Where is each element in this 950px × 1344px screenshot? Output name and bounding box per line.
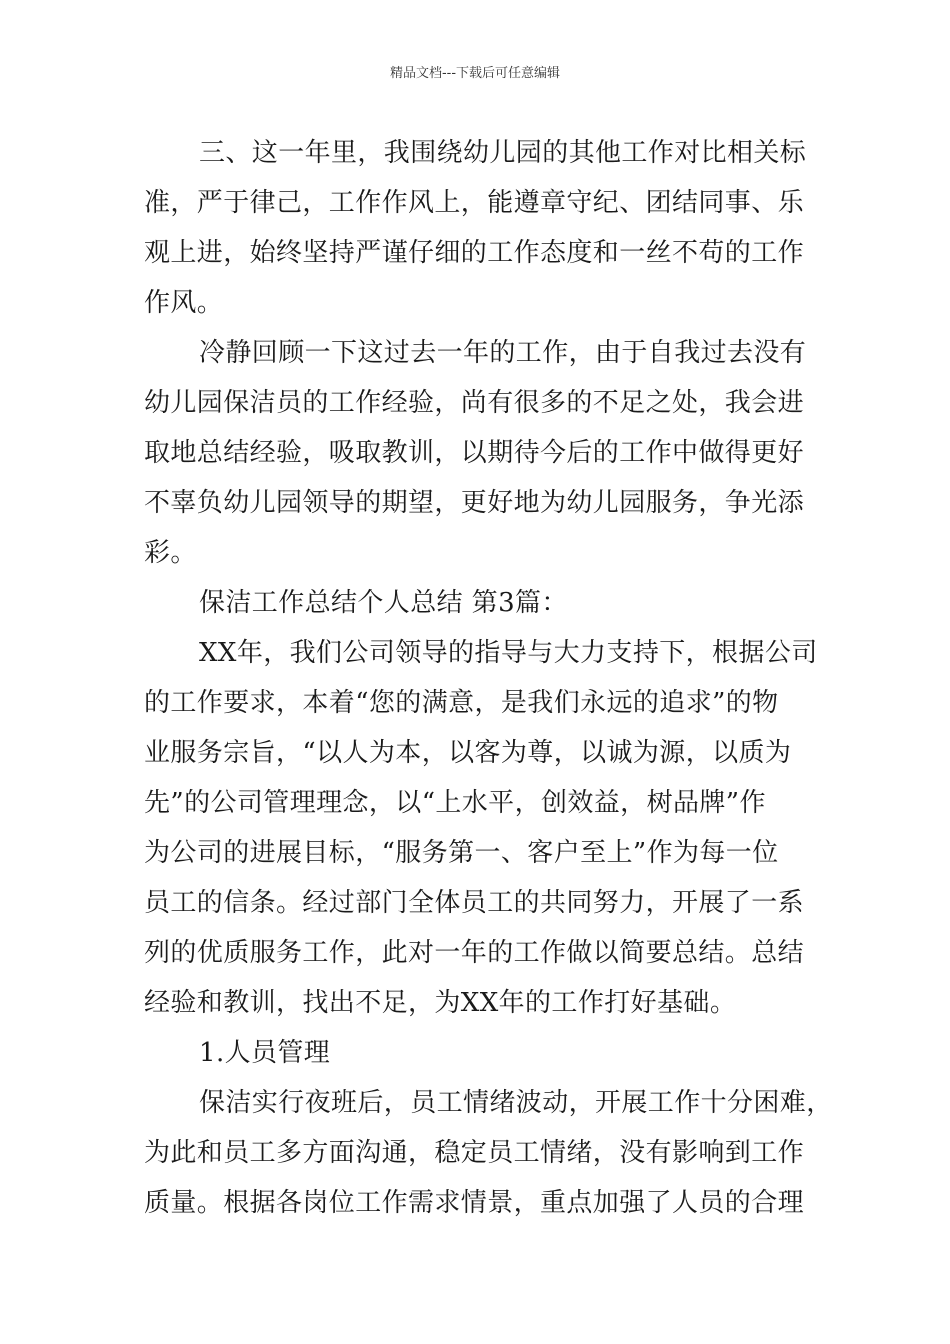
paragraph-line: 经验和教训，找出不足，为XX年的工作打好基础。 — [144, 988, 737, 1018]
paragraph-line: 作风。 — [144, 288, 224, 318]
paragraph-line: 业服务宗旨，“以人为本，以客为尊，以诚为源，以质为 — [144, 738, 792, 768]
page-header: 精品文档---下载后可任意编辑 — [389, 66, 561, 81]
paragraph-line: 准，严于律己，工作作风上，能遵章守纪、团结同事、乐 — [144, 188, 805, 218]
paragraph-line: 不辜负幼儿园领导的期望，更好地为幼儿园服务，争光添 — [144, 488, 805, 518]
document-body — [144, 128, 833, 1228]
paragraph-line: 质量。根据各岗位工作需求情景，重点加强了人员的合理 — [144, 1188, 805, 1218]
paragraph-line: 为公司的进展目标，“服务第一、客户至上”作为每一位 — [144, 838, 779, 868]
paragraph-line: 观上进，始终坚持严谨仔细的工作态度和一丝不苟的工作 — [144, 238, 805, 268]
paragraph-line: 先”的公司管理理念，以“上水平，创效益，树品牌”作 — [144, 788, 766, 818]
paragraph-line: XX年，我们公司领导的指导与大力支持下，根据公司 — [199, 638, 818, 668]
paragraph-line: 冷静回顾一下这过去一年的工作，由于自我过去没有 — [199, 338, 807, 368]
paragraph-line: 三、这一年里，我围绕幼儿园的其他工作对比相关标 — [199, 138, 807, 168]
paragraph-line: 员工的信条。经过部门全体员工的共同努力，开展了一系 — [144, 888, 805, 918]
paragraph-line: 取地总结经验，吸取教训，以期待今后的工作中做得更好 — [144, 438, 805, 468]
paragraph-line: 为此和员工多方面沟通，稳定员工情绪，没有影响到工作 — [144, 1138, 805, 1168]
section-heading: 保洁工作总结个人总结 第3篇： — [199, 588, 568, 618]
subsection-heading: 1.人员管理 — [199, 1038, 331, 1068]
paragraph-line: 的工作要求，本着“您的满意，是我们永远的追求”的物 — [144, 688, 779, 718]
paragraph-line: 幼儿园保洁员的工作经验，尚有很多的不足之处，我会进 — [144, 388, 805, 418]
paragraph-line: 彩。 — [144, 538, 197, 568]
paragraph-line: 保洁实行夜班后，员工情绪波动，开展工作十分困难， — [199, 1088, 833, 1118]
paragraph-line: 列的优质服务工作，此对一年的工作做以简要总结。总结 — [144, 938, 805, 968]
